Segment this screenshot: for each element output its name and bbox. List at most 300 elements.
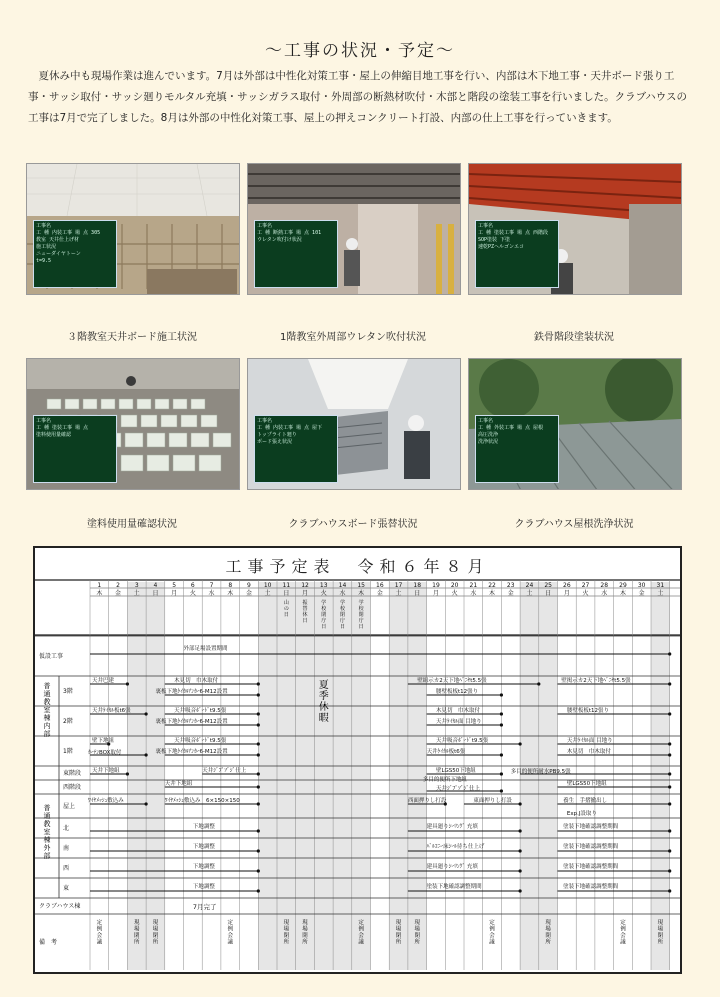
remark-label-char: 閉 xyxy=(283,933,290,939)
task-label: 天井ｼﾞﾌﾟｿﾞｼﾞ仕上 xyxy=(202,768,247,774)
task-label: 多目的便所耐水PB9.5張 xyxy=(510,769,571,775)
task-label: 塗装下地確認調整期間 xyxy=(563,884,619,890)
task-label: 塗装下地確認調整期間 xyxy=(426,884,482,890)
holiday-column xyxy=(651,582,670,970)
remark-label-char: 例 xyxy=(620,926,626,933)
day-number: 4 xyxy=(153,582,158,589)
remark-label-char: 閉 xyxy=(152,933,159,939)
task-label: 壁LGS50下地組 xyxy=(566,781,607,787)
row-floor3-label: 3階 xyxy=(63,688,73,695)
remark-label-char: 現 xyxy=(545,920,551,926)
group-label-naibu-char: 教 xyxy=(43,698,51,706)
task-bar-end xyxy=(500,723,503,726)
day-number: 1 xyxy=(97,582,102,589)
weekday-label: 金 xyxy=(507,590,514,597)
weekday-label: 土 xyxy=(526,590,533,597)
day-number: 14 xyxy=(338,582,347,589)
remark-label xyxy=(414,918,420,946)
task-bar-end xyxy=(668,753,671,756)
group-label-naibu xyxy=(44,681,51,738)
row-south-label: 南 xyxy=(63,845,70,852)
task-bar-end xyxy=(257,772,260,775)
remark-label-char: 場 xyxy=(133,926,140,933)
task-label: 天井吸音ﾎﾞｰﾄﾞt9.5張 xyxy=(174,738,227,744)
remark-label-char: 会 xyxy=(358,933,364,939)
remark-label-char: 現 xyxy=(395,920,402,926)
task-bar-end xyxy=(668,652,671,655)
holiday-label-char: 振 xyxy=(302,600,308,606)
task-bar-end xyxy=(257,742,260,745)
photo-info-board: 工事名 工 種 断熱工事 場 点 101 ウレタン吹付け状況 xyxy=(254,220,338,288)
task-bar-end xyxy=(257,869,260,872)
task-label: 建具廻りｼｰﾘﾝｸﾞ 充填 xyxy=(426,864,478,870)
task-label: 養生 手摺撤出し xyxy=(563,798,608,804)
day-number: 31 xyxy=(656,582,665,589)
task-bar-end xyxy=(668,829,671,832)
task-label: 塗装下地確認調整期間 xyxy=(563,864,619,870)
task-label: 天井巴建 xyxy=(92,678,115,684)
remark-label xyxy=(97,918,103,946)
weekday-label: 木 xyxy=(489,590,496,597)
photo-urethane-spray xyxy=(247,163,461,295)
schedule-table xyxy=(33,546,682,974)
task-bar-end xyxy=(257,785,260,788)
remark-label-char: 例 xyxy=(489,926,495,933)
day-number: 20 xyxy=(450,582,459,589)
weekday-label: 土 xyxy=(264,590,271,597)
task-label: 木見切 巾木取付 xyxy=(435,708,480,714)
holiday-label-char: 休 xyxy=(302,612,308,618)
weekday-label: 金 xyxy=(638,590,645,597)
holiday-column xyxy=(314,582,333,970)
weekday-label: 火 xyxy=(189,590,196,597)
row-floor1-label: 1階 xyxy=(63,748,73,755)
photo-info-board: 工事名 工 種 内装工事 場 点 305 教室 天井仕上げ材 施工状況 ニューダイヤトーン t=9.5 xyxy=(33,220,117,288)
holiday-label-char: 閉 xyxy=(358,612,364,618)
weekday-label: 月 xyxy=(171,590,178,597)
group-label-gaibu-char: 棟 xyxy=(43,836,51,844)
task-label: ｶｰﾃﾝBOX取付 xyxy=(88,750,122,756)
task-bar-end xyxy=(519,829,522,832)
group-label-naibu-char: 通 xyxy=(43,690,51,698)
row-east-stair-label: 東階段 xyxy=(63,770,82,777)
task-label: 天井ｼﾞﾌﾟｿﾞｼﾞ仕上 xyxy=(435,786,480,792)
task-label: 西面押りし打設 xyxy=(407,798,447,804)
day-number: 15 xyxy=(357,582,365,589)
weekday-label: 水 xyxy=(470,590,477,597)
group-label-naibu-char: 室 xyxy=(43,706,51,714)
day-number: 5 xyxy=(172,582,177,589)
summer-break-label-char: 暇 xyxy=(318,713,329,724)
remark-label-char: 会 xyxy=(620,933,626,939)
remark-label-char: 定 xyxy=(620,920,626,926)
holiday-column xyxy=(146,582,165,970)
day-number: 12 xyxy=(301,582,309,589)
remark-label-char: 所 xyxy=(283,939,290,946)
holiday-column xyxy=(389,582,408,970)
task-bar-end xyxy=(145,753,148,756)
photo-info-board: 工事名 工 種 内装工事 場 点 屋下 トップライト廻り ボード張え状況 xyxy=(254,415,338,483)
remark-label-char: 閉 xyxy=(133,933,140,939)
remark-label-char: 現 xyxy=(657,920,664,926)
weekday-label: 木 xyxy=(619,590,626,597)
task-label: 天井ｹｲｶﾙ板t6張 xyxy=(426,749,466,755)
task-label: 壁LGS50下地組 xyxy=(435,768,476,774)
task-bar-end xyxy=(519,742,522,745)
row-kasetsu-label: 仮設工事 xyxy=(39,653,64,660)
task-bar-end xyxy=(257,693,260,696)
weekday-label: 火 xyxy=(451,590,458,597)
remark-label-char: 場 xyxy=(152,926,159,933)
holiday-label-char: 校 xyxy=(339,606,345,612)
task-bar-end xyxy=(257,753,260,756)
day-number: 21 xyxy=(469,582,478,589)
task-bar-end xyxy=(257,889,260,892)
holiday-column xyxy=(520,582,539,970)
photo-caption: クラブハウスボード張替状況 xyxy=(288,519,418,530)
weekday-label: 日 xyxy=(414,590,421,597)
task-label: 木見切 巾木取付 xyxy=(174,678,219,684)
group-label-naibu-char: 普 xyxy=(43,682,51,690)
remark-label-char: 定 xyxy=(489,920,495,926)
photo-roof-washing xyxy=(468,358,682,490)
task-bar-end xyxy=(126,682,129,685)
remark-label-char: 会 xyxy=(227,933,234,939)
remark-label xyxy=(153,918,159,946)
task-bar-end xyxy=(257,802,260,805)
remark-label-char: 現 xyxy=(152,920,159,926)
day-number: 7 xyxy=(209,582,214,589)
task-bar-end xyxy=(668,682,671,685)
remark-label xyxy=(620,918,626,946)
remark-label-char: 場 xyxy=(414,926,421,933)
holiday-label-char: 日 xyxy=(321,624,327,630)
day-number: 18 xyxy=(413,582,422,589)
task-bar-end xyxy=(519,889,522,892)
task-label: 壁掲示カ2天下地ﾍﾞﾆﾔt5.5張 xyxy=(561,678,631,684)
holiday-label-char: 学 xyxy=(321,600,327,606)
task-bar-end xyxy=(257,712,260,715)
task-bar-end xyxy=(519,849,522,852)
task-bar-end xyxy=(500,789,503,792)
holiday-label-char: 替 xyxy=(302,606,308,612)
day-number: 3 xyxy=(134,582,139,589)
task-bar-end xyxy=(257,682,260,685)
weekday-label: 日 xyxy=(152,590,159,597)
day-number: 11 xyxy=(282,582,291,589)
group-label-gaibu-char: 部 xyxy=(43,852,51,860)
task-label: ﾊﾞﾙｺﾆｰ床ｼｰﾙ待ち仕上げ xyxy=(426,844,485,850)
photo-info-board: 工事名 工 種 塗装工事 場 点 塗料使用量確認 xyxy=(33,415,117,483)
holiday-label-char: 庁 xyxy=(339,618,345,624)
remark-label-char: 場 xyxy=(395,926,402,933)
task-label: 東面押りし打設 xyxy=(473,798,512,804)
page-title: 〜工事の状況・予定〜 xyxy=(265,41,455,61)
remark-label-char: 場 xyxy=(545,926,551,933)
day-number: 24 xyxy=(525,582,534,589)
remark-label-char: 会 xyxy=(96,933,103,939)
remark-label xyxy=(284,918,290,946)
photo-info-board: 工事名 工 種 塗装工事 場 点 西階段 SOP塗装 下塗 速乾PZヘルゴンエコ xyxy=(475,220,559,288)
row-west-label: 西 xyxy=(63,865,70,872)
photo-caption: 塗料使用量確認状況 xyxy=(87,519,177,530)
holiday-label-char: 山 xyxy=(283,600,289,606)
task-bar-end xyxy=(257,829,260,832)
remark-label xyxy=(396,918,402,946)
photo-caption: クラブハウス屋根洗浄状況 xyxy=(514,519,634,530)
holiday-label xyxy=(303,599,308,624)
holiday-label-char: 閉 xyxy=(339,612,345,618)
weekday-label: 月 xyxy=(302,590,309,597)
weekday-label: 木 xyxy=(227,590,234,597)
task-bar-end xyxy=(668,802,671,805)
holiday-column xyxy=(258,582,277,970)
weekday-label: 土 xyxy=(395,590,402,597)
task-bar-end xyxy=(257,849,260,852)
task-label: 壁組示カ2天下地ﾍﾞﾆﾔt5.5張 xyxy=(417,678,487,684)
summer-break-label-char: 休 xyxy=(318,702,329,713)
summer-break-label xyxy=(319,679,329,724)
remark-label xyxy=(134,918,140,946)
day-number: 17 xyxy=(394,582,403,589)
group-label-gaibu-char: 室 xyxy=(43,828,51,836)
weekday-label: 金 xyxy=(245,590,252,597)
task-bar-end xyxy=(257,723,260,726)
remark-label xyxy=(489,918,495,946)
day-number: 10 xyxy=(263,582,272,589)
weekday-label: 月 xyxy=(432,590,439,597)
task-label: 天井ｹｲｶﾙ面 目地り xyxy=(435,719,482,725)
task-label: Exp.J設取り xyxy=(566,811,597,817)
holiday-label-char: 庁 xyxy=(321,618,327,624)
remark-label-char: 議 xyxy=(227,939,234,946)
task-label: 裏板下地ｹｲｶﾙｱﾝｶｰ6-M12設置 xyxy=(155,719,228,725)
row-east-label: 東 xyxy=(63,885,70,892)
remark-label-char: 所 xyxy=(545,939,551,946)
remark-label-char: 閉 xyxy=(414,933,421,939)
task-bar-end xyxy=(668,869,671,872)
day-number: 28 xyxy=(600,582,609,589)
day-number: 8 xyxy=(228,582,233,589)
task-label: 天井ｹｲｶﾙ板t6張 xyxy=(92,708,131,714)
task-label: 下地調整 xyxy=(192,844,215,850)
task-label: 天井吸音ﾎﾞｰﾄﾞt9.5張 xyxy=(435,738,489,744)
row-west-stair-label: 西階段 xyxy=(63,784,82,791)
task-label: 天井下地組 xyxy=(164,781,193,787)
remark-label-char: 閉 xyxy=(657,933,664,939)
holiday-column xyxy=(352,582,371,970)
task-bar-end xyxy=(500,712,503,715)
day-number: 23 xyxy=(506,582,515,589)
task-label: 塗装下地確認調整期間 xyxy=(563,844,619,850)
remark-label-char: 議 xyxy=(489,939,495,946)
task-bar-end xyxy=(519,869,522,872)
task-label: 多目的便所下地組 xyxy=(422,777,467,783)
task-label: ﾜｲﾔﾒｯｼｭ敷込み 6×150×150 xyxy=(164,798,240,804)
group-label-gaibu-char: 通 xyxy=(43,812,51,820)
group-label-gaibu-char: 外 xyxy=(43,844,51,852)
intro-paragraph: 夏休み中も現場作業は進んでいます。7月は外部は中性化対策工事・屋上の伸縮目地工事を行い、内部は木下地工事・天井ボード張り工事・サッシ取付・サッシ廻りモルタル充填・サッシガラス取付・外周部の断熱材吹付・木部と階段の塗装工事を行いました。クラブハウスの工事は7月で完了しました。8月は外部の中性化対策工事、屋上の押えコンクリート打設、内部の仕上工事を行っていきます。 xyxy=(28,70,687,124)
task-label: 下地調整 xyxy=(192,884,215,890)
summer-break-label-char: 季 xyxy=(318,691,329,702)
holiday-label-char: の xyxy=(283,606,289,612)
remark-label-char: 例 xyxy=(358,926,364,933)
remark-label xyxy=(302,918,308,946)
weekday-label: 金 xyxy=(115,590,122,597)
day-number: 19 xyxy=(432,582,440,589)
task-bar-end xyxy=(668,889,671,892)
holiday-column xyxy=(296,582,315,970)
holiday-label-char: 日 xyxy=(358,624,364,630)
weekday-label: 木 xyxy=(96,590,103,597)
holiday-column xyxy=(333,582,352,970)
day-number: 27 xyxy=(581,582,590,589)
photo-stair-painting xyxy=(468,163,682,295)
schedule-grid xyxy=(35,548,680,972)
remark-label-char: 定 xyxy=(96,920,103,926)
photo-clubhouse-board xyxy=(247,358,461,490)
group-label-gaibu-char: 教 xyxy=(43,820,51,828)
holiday-column xyxy=(408,582,427,970)
remark-label-char: 所 xyxy=(302,939,308,946)
task-label: 裏板下地ｹｲｶﾙｱﾝｶｰ6-M12設置 xyxy=(155,689,228,695)
task-bar-end xyxy=(145,802,148,805)
remark-label-char: 議 xyxy=(96,939,103,946)
task-label: 壁下地組 xyxy=(92,738,115,744)
remark-label xyxy=(658,918,664,946)
remark-label xyxy=(545,918,551,946)
photo-caption: 鉄骨階段塗装状況 xyxy=(534,332,614,343)
task-label: 塗装下地確認調整期間 xyxy=(563,824,619,830)
task-label: ﾜｲﾔﾒｯｼｭ敷込み xyxy=(88,798,124,804)
task-bar-end xyxy=(668,712,671,715)
task-bar-end xyxy=(668,785,671,788)
remark-label xyxy=(227,918,233,946)
holiday-label-char: 日 xyxy=(283,612,289,618)
photo-caption: ３階教室天井ボード施工状況 xyxy=(67,332,197,343)
row-remarks-label: 備 考 xyxy=(39,939,58,946)
day-number: 29 xyxy=(619,582,627,589)
remark-label-char: 現 xyxy=(302,920,308,926)
schedule-title: 工事予定表 令和６年８月 xyxy=(225,557,490,576)
weekday-label: 日 xyxy=(545,590,552,597)
remark-label-char: 議 xyxy=(358,939,364,946)
summer-break-label-char: 夏 xyxy=(318,680,329,691)
weekday-label: 水 xyxy=(601,590,608,597)
photo-caption: 1階教室外周部ウレタン吹付状況 xyxy=(280,332,426,343)
task-bar-end xyxy=(668,849,671,852)
day-number: 2 xyxy=(116,582,120,589)
weekday-label: 土 xyxy=(133,590,140,597)
remark-label-char: 現 xyxy=(414,920,421,926)
weekday-label: 火 xyxy=(320,590,327,597)
task-label: 下地調整 xyxy=(192,824,215,830)
task-bar-end xyxy=(145,712,148,715)
task-label: 7月完了 xyxy=(192,903,217,911)
remark-label-char: 所 xyxy=(414,939,421,946)
remark-label-char: 会 xyxy=(489,933,495,939)
task-label: 天井吸音ﾎﾞｰﾄﾞt9.5張 xyxy=(174,708,227,714)
task-label: 建具廻りｼｰﾘﾝｸﾞ 充填 xyxy=(426,824,478,830)
task-label: 天井下地組 xyxy=(92,768,120,774)
task-bar-end xyxy=(668,772,671,775)
row-north-label: 北 xyxy=(63,825,70,832)
group-label-naibu-char: 棟 xyxy=(43,714,51,722)
weekday-label: 火 xyxy=(582,590,589,597)
weekday-label: 木 xyxy=(358,590,365,597)
remark-label-char: 所 xyxy=(152,939,159,946)
row-floor2-label: 2階 xyxy=(63,718,73,725)
task-label: 腰壁板板t12張り xyxy=(566,708,610,714)
row-roof-label: 屋上 xyxy=(63,803,76,810)
weekday-label: 土 xyxy=(657,590,664,597)
remark-label-char: 定 xyxy=(227,920,234,926)
remark-label-char: 閉 xyxy=(545,933,551,939)
holiday-label xyxy=(284,599,289,618)
task-bar-end xyxy=(668,742,671,745)
task-label: 腰壁板板t12張り xyxy=(435,689,479,695)
day-number: 25 xyxy=(544,582,552,589)
task-label: 木見切 巾木取付 xyxy=(566,749,611,755)
remark-label-char: 場 xyxy=(657,926,664,933)
task-label: 下地調整 xyxy=(192,864,215,870)
photo-info-board: 工事名 工 種 外装工事 場 点 屋根 高圧洗浄 洗浄状況 xyxy=(475,415,559,483)
remark-label-char: 所 xyxy=(133,939,140,946)
task-bar-end xyxy=(500,753,503,756)
task-bar-end xyxy=(126,772,129,775)
remark-label-char: 閉 xyxy=(395,933,402,939)
task-label: 天井ｹｲｶﾙ面 目地り xyxy=(566,738,613,744)
day-number: 6 xyxy=(190,582,195,589)
remark-label-char: 定 xyxy=(358,920,364,926)
remark-label-char: 場 xyxy=(302,926,308,933)
remark-label-char: 閉 xyxy=(302,933,308,939)
remark-label-char: 場 xyxy=(283,926,290,933)
holiday-label-char: 学 xyxy=(339,600,345,606)
weekday-label: 水 xyxy=(339,590,346,597)
group-label-naibu-char: 部 xyxy=(43,730,51,738)
photo-paint-quantity xyxy=(26,358,240,490)
remark-label xyxy=(358,918,364,946)
holiday-label-char: 日 xyxy=(339,624,345,630)
photo-ceiling-board xyxy=(26,163,240,295)
weekday-label: 月 xyxy=(563,590,570,597)
remark-label-char: 現 xyxy=(283,920,290,926)
group-label-naibu-char: 内 xyxy=(43,722,51,730)
group-label-gaibu-char: 普 xyxy=(43,804,51,812)
day-number: 26 xyxy=(563,582,571,589)
task-label: 裏板下地ｹｲｶﾙｱﾝｶｰ6-M12設置 xyxy=(155,749,228,755)
holiday-label-char: 校 xyxy=(321,606,327,612)
remark-label-char: 現 xyxy=(133,920,140,926)
holiday-label-char: 閉 xyxy=(321,612,327,618)
task-bar-end xyxy=(537,682,540,685)
remark-label-char: 例 xyxy=(96,926,103,933)
holiday-column xyxy=(127,582,146,970)
day-number: 13 xyxy=(319,582,328,589)
weekday-label: 日 xyxy=(283,590,290,597)
remark-label-char: 議 xyxy=(620,939,626,946)
holiday-label-char: 校 xyxy=(358,606,364,612)
task-bar-end xyxy=(519,802,522,805)
holiday-column xyxy=(539,582,558,970)
holiday-label-char: 日 xyxy=(302,618,308,624)
day-number: 22 xyxy=(488,582,496,589)
remark-label-char: 所 xyxy=(395,939,402,946)
remark-label-char: 所 xyxy=(657,939,664,946)
weekday-label: 水 xyxy=(208,590,215,597)
task-label: 外部足場設置期間 xyxy=(183,646,228,652)
